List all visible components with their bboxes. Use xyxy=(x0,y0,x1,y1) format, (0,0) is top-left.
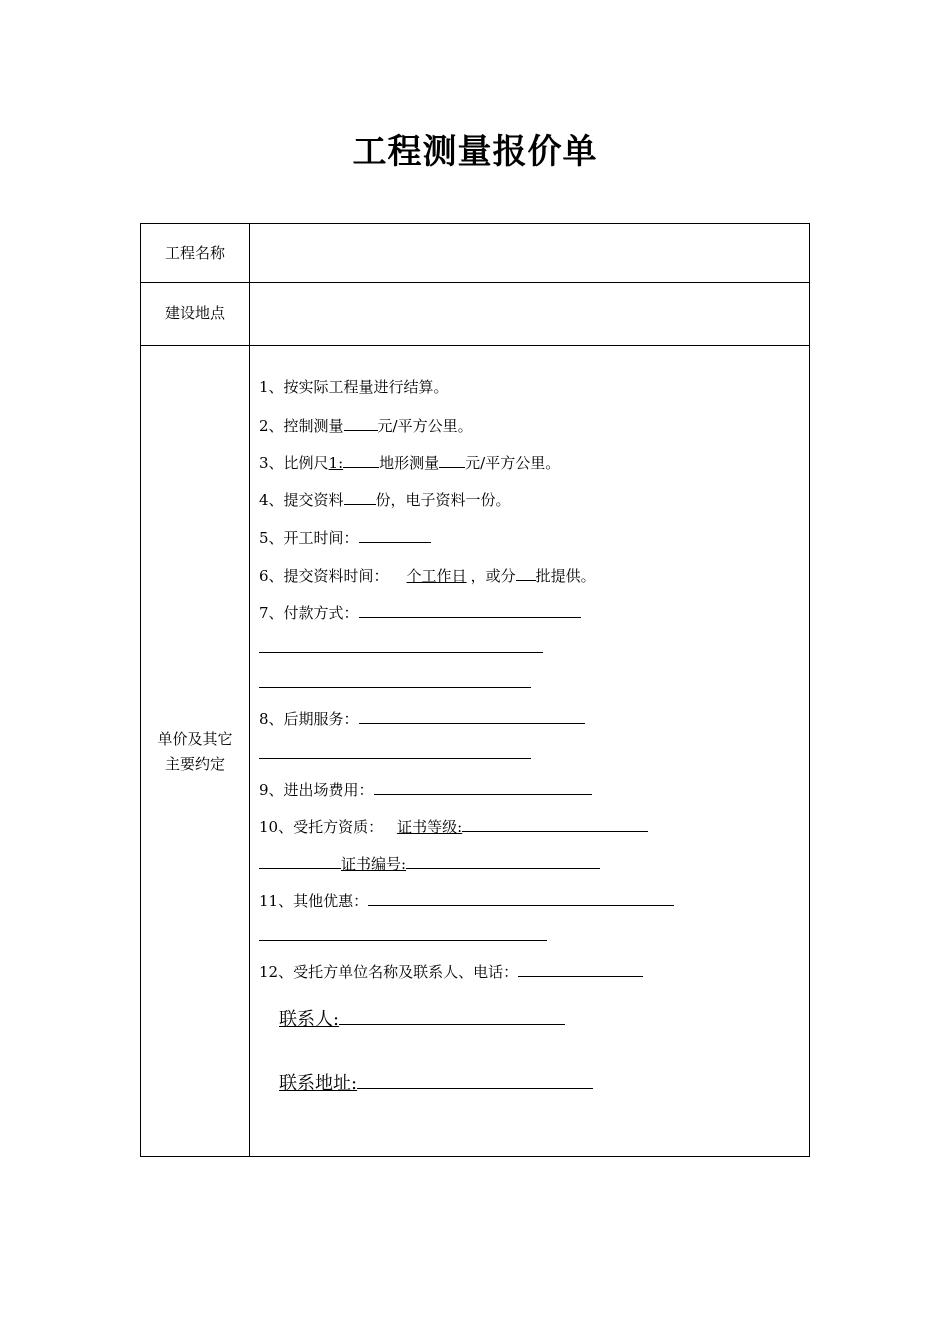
term-settlement: 1、按实际工程量进行结算。 xyxy=(259,378,449,396)
grade-blank[interactable] xyxy=(462,815,648,832)
term-certificate-number: 证书编号: xyxy=(259,852,600,874)
contractor-blank[interactable] xyxy=(518,960,643,977)
quote-form-table xyxy=(140,223,810,1157)
term-delivery-time: 6、提交资料时间： 个工作日 ，或分 批提供。 xyxy=(259,564,596,586)
row-divider xyxy=(141,282,809,283)
terms-label: 单价及其它 主要约定 xyxy=(157,730,233,773)
page-title: 工程测量报价单 xyxy=(352,132,598,172)
copies-blank[interactable] xyxy=(344,488,376,505)
discount-blank[interactable] xyxy=(368,889,674,906)
payment-line[interactable] xyxy=(259,652,543,653)
price-blank[interactable] xyxy=(439,451,465,468)
term-deliverables: 4、提交资料 份，电子资料一份。 xyxy=(259,488,511,510)
certificate-blank[interactable] xyxy=(406,852,600,869)
scale-blank[interactable] xyxy=(343,451,379,468)
term-after-service: 8、后期服务： xyxy=(259,707,585,729)
term-payment: 7、付款方式： xyxy=(259,601,581,623)
price-blank[interactable] xyxy=(344,414,378,431)
row-divider xyxy=(141,345,809,346)
batch-blank[interactable] xyxy=(516,564,536,581)
contact-blank[interactable] xyxy=(339,1008,565,1025)
payment-blank[interactable] xyxy=(359,601,581,618)
column-divider xyxy=(249,224,250,1156)
fee-blank[interactable] xyxy=(374,778,592,795)
discount-line[interactable] xyxy=(259,940,547,941)
term-other-discounts: 11、其他优惠： xyxy=(259,889,674,911)
start-time-blank[interactable] xyxy=(359,526,431,543)
service-blank[interactable] xyxy=(359,707,585,724)
contact-person-line: 联系人: xyxy=(259,1008,565,1030)
term-scale: 3、比例尺1: 地形测量 元/平方公里。 xyxy=(259,451,560,473)
contact-address-line: 联系地址: xyxy=(259,1072,593,1094)
site-label: 建设地点 xyxy=(164,304,225,322)
service-line[interactable] xyxy=(259,758,531,759)
address-blank[interactable] xyxy=(357,1072,593,1089)
project-name-label: 工程名称 xyxy=(164,244,225,262)
term-qualification: 10、受托方资质： 证书等级: xyxy=(259,815,648,837)
payment-line[interactable] xyxy=(259,687,531,688)
term-start-time: 5、开工时间： xyxy=(259,526,431,548)
term-control-survey: 2、控制测量 元/平方公里。 xyxy=(259,414,473,436)
term-mobilization-fee: 9、进出场费用： xyxy=(259,778,592,800)
term-contractor-info: 12、受托方单位名称及联系人、电话： xyxy=(259,960,643,982)
